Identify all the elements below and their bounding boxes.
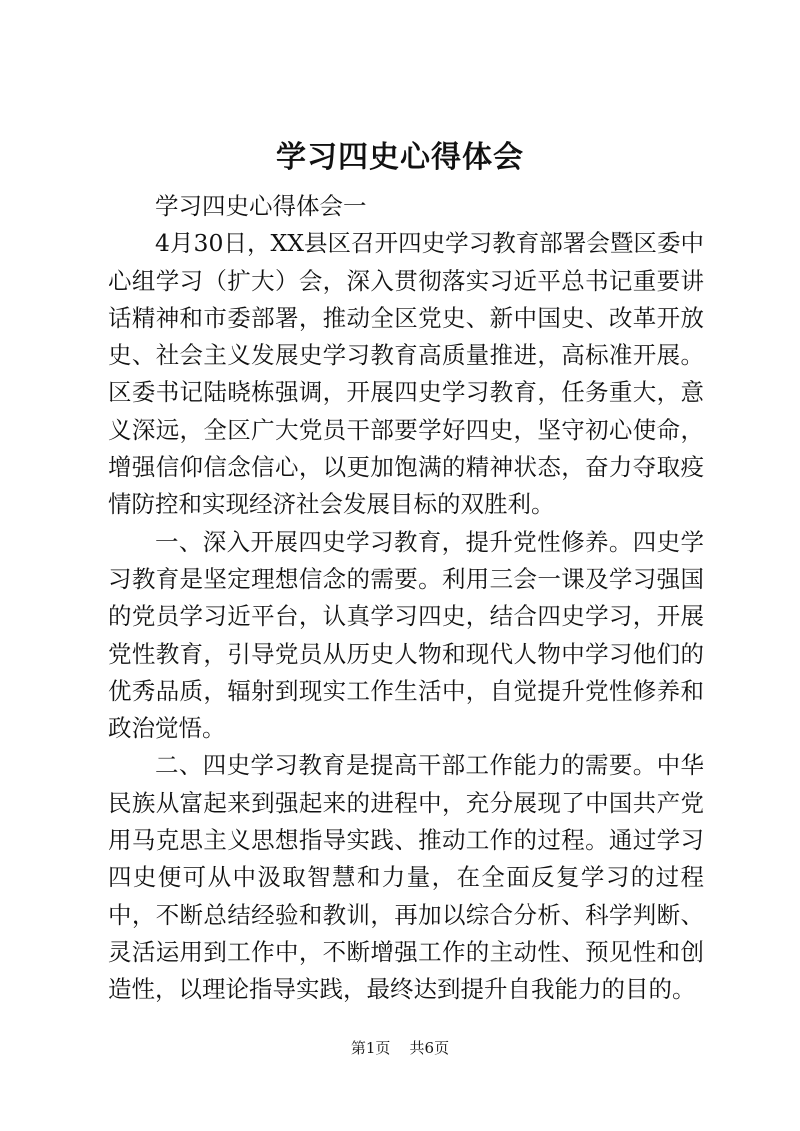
body-paragraph-2: 一、深入开展四史学习教育，提升党性修养。四史学习教育是坚定理想信念的需要。利用三会一课及学习强国的党员学习近平台，认真学习四史，结合四史学习，开展党性教育，引导党员从历史人物和现代人物中学习他们的优秀品质，辐射到现实工作生活中，自觉提升党性修养和政治觉悟。 (108, 527, 704, 743)
body-paragraph-1: 4月30日，XX县区召开四史学习教育部署会暨区委中心组学习（扩大）会，深入贯彻落实习近平总书记重要讲话精神和市委部署，推动全区党史、新中国史、改革开放史、社会主义发展史学习教育高质量推进，高标准开展。区委书记陆晓栋强调，开展四史学习教育，任务重大，意义深远，全区广大党员干部要学好四史，坚守初心使命，增强信仰信念信心，以更加饱满的精神状态，奋力夺取疫情防控和实现经济社会发展目标的双胜利。 (108, 229, 704, 519)
document-body (108, 188, 704, 1009)
footer-spacer (395, 1039, 405, 1057)
page-number: 第1页 (350, 1039, 391, 1057)
body-paragraph-3: 二、四史学习教育是提高干部工作能力的需要。中华民族从富起来到强起来的进程中，充分展现了中国共产党用马克思主义思想指导实践、推动工作的过程。通过学习四史便可从中汲取智慧和力量，在全面反复学习的过程中，不断总结经验和教训，再加以综合分析、科学判断、灵活运用到工作中，不断增强工作的主动性、预见性和创造性，以理论指导实践，最终达到提升自我能力的目的。 (108, 751, 704, 1004)
document-title: 学习四史心得体会 (276, 140, 524, 175)
page-footer (0, 1038, 800, 1058)
page-total: 共6页 (409, 1039, 450, 1057)
subtitle-paragraph: 学习四史心得体会一 (155, 192, 367, 220)
